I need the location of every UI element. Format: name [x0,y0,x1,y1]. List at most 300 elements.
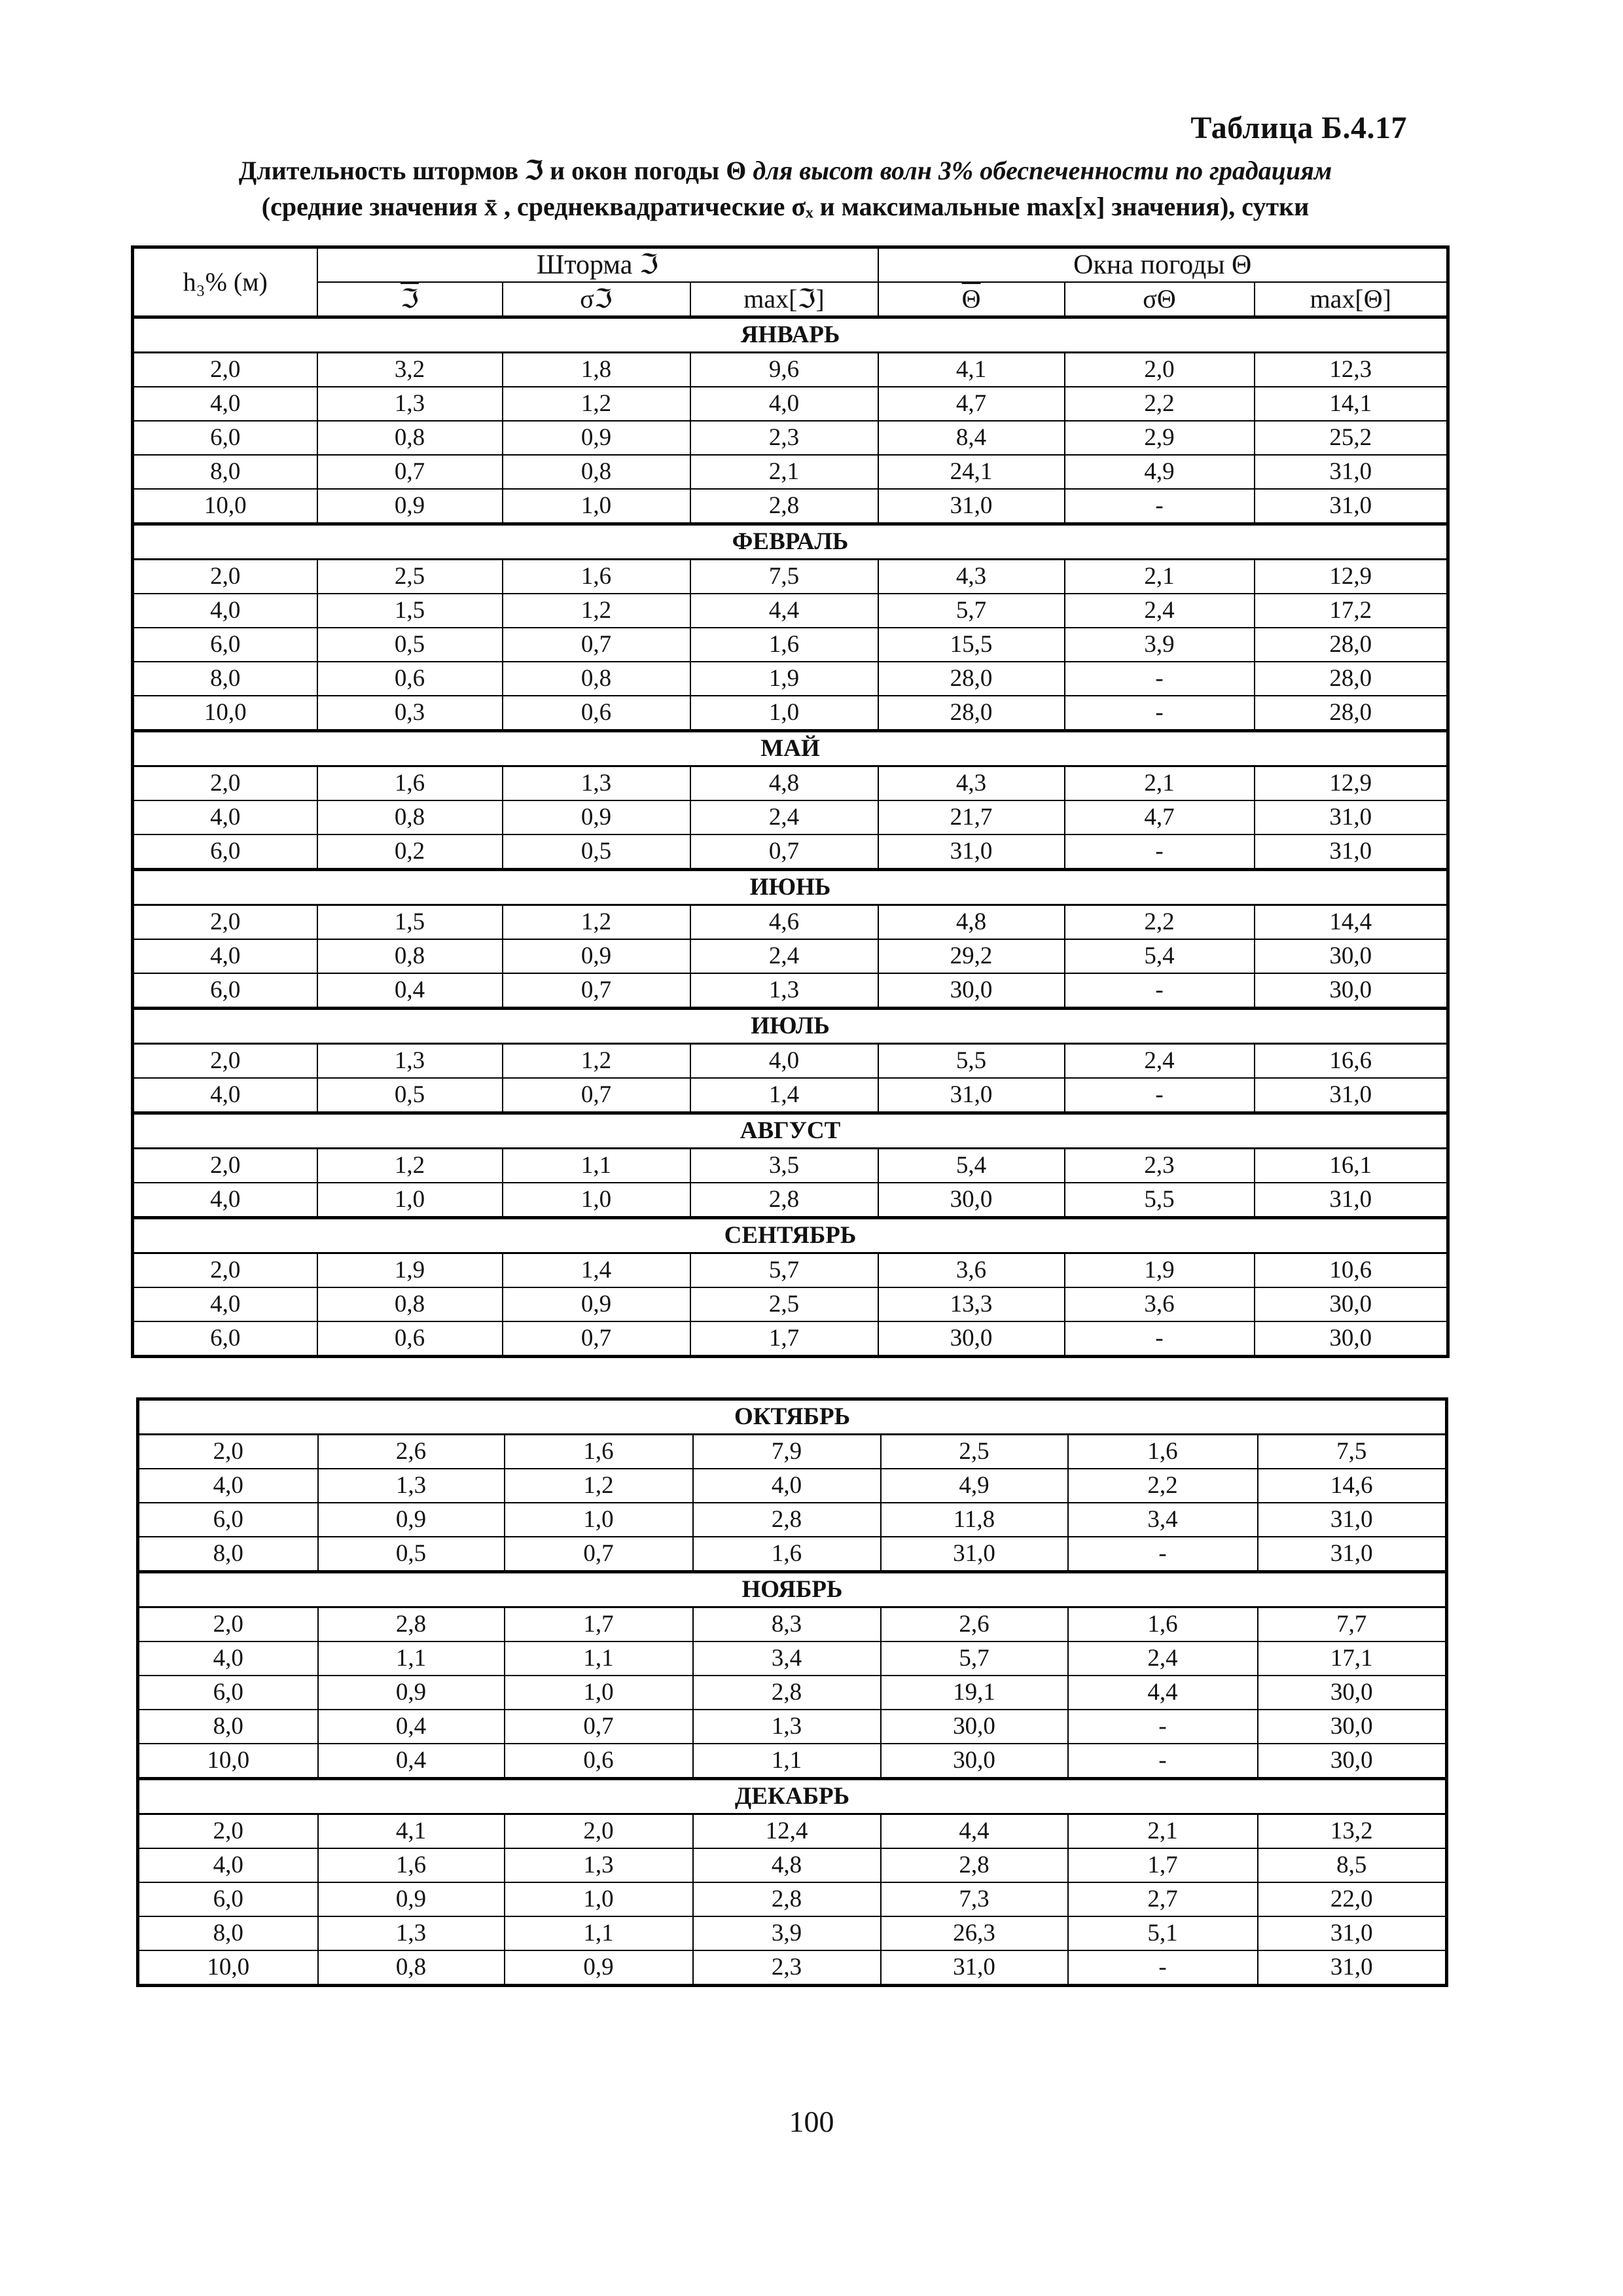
table-cell: 1,1 [505,1916,693,1950]
table-cell: 7,3 [881,1882,1068,1916]
table-cell: 5,5 [878,1044,1065,1079]
table-cell: 5,5 [1065,1183,1255,1218]
table-cell: 0,8 [317,1287,503,1321]
table-cell: 2,8 [881,1848,1068,1882]
table-cell: 1,6 [318,1848,505,1882]
table-cell: 1,9 [690,662,878,696]
table-cell: 0,9 [317,489,503,524]
table-cell: 4,0 [133,939,317,973]
table-cell: 30,0 [1255,1321,1448,1357]
table-cell: 4,0 [133,594,317,628]
month-label: НОЯБРЬ [138,1572,1447,1607]
table-cell: 17,1 [1258,1641,1447,1676]
table-cell: 30,0 [881,1710,1068,1744]
table-cell: 2,8 [690,489,878,524]
table-cell: 7,5 [690,560,878,594]
table-row [133,1321,1448,1357]
table-cell: 0,9 [318,1676,505,1710]
table-cell: 1,0 [505,1503,693,1537]
table-cell: 2,6 [881,1607,1068,1642]
table-row [133,939,1448,973]
table-cell: 2,8 [693,1503,881,1537]
table-cell: 1,1 [503,1149,690,1183]
table-cell: - [1065,1078,1255,1113]
table-row [133,1253,1448,1288]
table-row [133,1078,1448,1113]
table-cell: 31,0 [1258,1950,1447,1986]
table-row [138,1882,1447,1916]
month-label: СЕНТЯБРЬ [133,1218,1448,1253]
table-cell: 2,0 [133,353,317,387]
table-cell: 2,4 [690,800,878,834]
table-cell: 0,8 [317,800,503,834]
table-cell: 6,0 [133,973,317,1009]
table-cell: 4,0 [133,1078,317,1113]
table-row [133,1287,1448,1321]
table-cell: 2,3 [693,1950,881,1986]
table-row [133,421,1448,455]
table-cell: 3,9 [693,1916,881,1950]
table-cell: 12,9 [1255,766,1448,801]
table-title-line-1 [131,154,1440,188]
table-cell: 10,0 [138,1950,318,1986]
table-cell: 2,4 [1068,1641,1258,1676]
table-cell: 1,6 [1068,1435,1258,1469]
table-cell: 6,0 [138,1676,318,1710]
table-cell: 1,2 [503,594,690,628]
table-cell: 4,8 [690,766,878,801]
table-cell: 31,0 [878,1078,1065,1113]
table-cell: 1,6 [503,560,690,594]
table-cell: 30,0 [878,973,1065,1009]
table-cell: 5,7 [690,1253,878,1288]
table-cell: 1,3 [693,1710,881,1744]
table-row [133,489,1448,524]
table-cell: 6,0 [133,1321,317,1357]
month-row [133,1113,1448,1149]
table-cell: 5,4 [1065,939,1255,973]
table-cell: 0,9 [503,800,690,834]
table-cell: 30,0 [878,1183,1065,1218]
table-cell: 31,0 [1255,834,1448,870]
table-cell: 1,2 [503,905,690,940]
table-cell: 1,0 [505,1882,693,1916]
storms-table-part-1 [131,245,1450,1358]
header-storm-mean: ℑ [317,282,503,317]
header-window-max: max[Θ] [1255,282,1448,317]
table-cell: 7,9 [693,1435,881,1469]
table-cell: 30,0 [1258,1744,1447,1779]
table-cell: 4,0 [138,1469,318,1503]
table-cell: 2,8 [693,1882,881,1916]
table-cell: 13,3 [878,1287,1065,1321]
table-cell: 2,8 [318,1607,505,1642]
table-cell: 5,7 [878,594,1065,628]
table-cell: 4,4 [1068,1676,1258,1710]
table-cell: 10,0 [133,696,317,731]
table-row [133,1149,1448,1183]
table-cell: 4,0 [690,1044,878,1079]
table-cell: 4,0 [138,1848,318,1882]
header-windows-group: Окна погоды Θ [878,247,1448,283]
table-cell: 2,4 [690,939,878,973]
table-cell: 8,5 [1258,1848,1447,1882]
header-window-sigma: σΘ [1065,282,1255,317]
table-cell: 4,0 [133,1183,317,1218]
table-cell: 8,4 [878,421,1065,455]
table-cell: 14,6 [1258,1469,1447,1503]
table-cell: 28,0 [1255,662,1448,696]
table-cell: 0,9 [503,1287,690,1321]
table-cell: 6,0 [133,628,317,662]
month-label: ОКТЯБРЬ [138,1399,1447,1435]
page-number: 100 [789,2105,834,2138]
table-cell: - [1065,696,1255,731]
table-cell: 0,3 [317,696,503,731]
table-cell: 4,7 [878,387,1065,421]
table-cell: 1,4 [690,1078,878,1113]
title-part-b: для высот волн 3% обеспеченности по градациям [753,156,1332,185]
table-cell: 4,7 [1065,800,1255,834]
table-cell: 0,8 [503,455,690,489]
table-cell: - [1068,1537,1258,1572]
table-cell: 28,0 [878,662,1065,696]
table-cell: 1,6 [317,766,503,801]
header-storm-sigma: σℑ [503,282,690,317]
table-cell: 5,4 [878,1149,1065,1183]
table-cell: 1,0 [503,1183,690,1218]
table-cell: 1,2 [505,1469,693,1503]
table-cell: 1,1 [505,1641,693,1676]
table-cell: 10,0 [133,489,317,524]
table-cell: 0,7 [503,1321,690,1357]
table-row [138,1641,1447,1676]
table-cell: 5,1 [1068,1916,1258,1950]
table-cell: 30,0 [1255,1287,1448,1321]
table-cell: 0,7 [690,834,878,870]
header-storms-group: Шторма ℑ [317,247,878,283]
table-cell: 2,4 [1065,594,1255,628]
month-row [133,731,1448,766]
table-cell: 30,0 [878,1321,1065,1357]
table-cell: 2,0 [138,1814,318,1849]
table-cell: 4,0 [138,1641,318,1676]
table-cell: 2,8 [693,1676,881,1710]
table-cell: 2,3 [1065,1149,1255,1183]
table-cell: 31,0 [1255,1078,1448,1113]
table-cell: 0,9 [503,939,690,973]
table-cell: 4,3 [878,560,1065,594]
table-cell: 28,0 [1255,696,1448,731]
table-row [133,387,1448,421]
table-cell: 15,5 [878,628,1065,662]
table-cell: 1,7 [505,1607,693,1642]
table-cell: 2,0 [138,1607,318,1642]
table-cell: 1,6 [1068,1607,1258,1642]
table-cell: 2,0 [133,1044,317,1079]
month-label: ФЕВРАЛЬ [133,524,1448,560]
table-cell: 0,7 [503,1078,690,1113]
month-label: ИЮЛЬ [133,1009,1448,1044]
table-cell: 2,0 [133,1149,317,1183]
table-cell: - [1065,973,1255,1009]
table-cell: 12,4 [693,1814,881,1849]
table-row [138,1503,1447,1537]
table-cell: 31,0 [1255,489,1448,524]
table-cell: 2,0 [138,1435,318,1469]
table-cell: 16,6 [1255,1044,1448,1079]
table-row [133,628,1448,662]
table-cell: 1,2 [317,1149,503,1183]
table-cell: 2,4 [1065,1044,1255,1079]
month-row [133,1009,1448,1044]
table-cell: 0,7 [503,628,690,662]
table-cell: 8,0 [133,662,317,696]
table-cell: - [1068,1950,1258,1986]
table-row [133,1044,1448,1079]
table-cell: 2,5 [317,560,503,594]
table-cell: 2,1 [1068,1814,1258,1849]
storms-table-part-2 [136,1397,1448,1987]
table-cell: - [1068,1710,1258,1744]
table-cell: 4,4 [881,1814,1068,1849]
table-cell: 1,3 [318,1469,505,1503]
table-cell: 1,5 [317,594,503,628]
table-cell: 3,2 [317,353,503,387]
month-row [138,1572,1447,1607]
table-cell: 9,6 [690,353,878,387]
table-cell: 31,0 [1255,455,1448,489]
table-cell: 0,9 [318,1882,505,1916]
table-row [133,455,1448,489]
table-cell: 1,3 [317,387,503,421]
table-cell: 11,8 [881,1503,1068,1537]
table-cell: 31,0 [1255,1183,1448,1218]
table-cell: 8,0 [133,455,317,489]
table-cell: 4,3 [878,766,1065,801]
header-height [133,247,317,317]
table-cell: 8,3 [693,1607,881,1642]
table-row [133,800,1448,834]
month-row [133,524,1448,560]
table-cell: 1,3 [505,1848,693,1882]
month-row [138,1399,1447,1435]
table-cell: 1,0 [503,489,690,524]
table-cell: 1,8 [503,353,690,387]
table-cell: 7,5 [1258,1435,1447,1469]
table-row [133,662,1448,696]
table-cell: 0,6 [317,662,503,696]
table-cell: 2,5 [881,1435,1068,1469]
table-cell: 0,8 [503,662,690,696]
table-cell: 6,0 [133,834,317,870]
table-cell: 28,0 [878,696,1065,731]
table-row [138,1950,1447,1986]
month-row [133,317,1448,353]
table-cell: 0,4 [317,973,503,1009]
month-label: АВГУСТ [133,1113,1448,1149]
table-cell: 10,0 [138,1744,318,1779]
table-row [138,1469,1447,1503]
table-1-body [133,317,1448,1357]
table-cell: 2,3 [690,421,878,455]
table-cell: 0,7 [503,973,690,1009]
table-cell: 0,6 [317,1321,503,1357]
table-cell: 8,0 [138,1537,318,1572]
table-cell: 29,2 [878,939,1065,973]
table-cell: 2,9 [1065,421,1255,455]
table-cell: 14,4 [1255,905,1448,940]
table-cell: 30,0 [1258,1710,1447,1744]
table-row [138,1916,1447,1950]
table-cell: 2,6 [318,1435,505,1469]
table-cell: 0,8 [317,939,503,973]
table-cell: 26,3 [881,1916,1068,1950]
table-cell: 31,0 [881,1537,1068,1572]
table-cell: 1,1 [693,1744,881,1779]
title-part-a: Длительность штормов ℑ и окон погоды Θ [238,156,753,185]
table-cell: 1,0 [505,1676,693,1710]
table-cell: 2,7 [1068,1882,1258,1916]
table-cell: 3,5 [690,1149,878,1183]
table-cell: 2,2 [1068,1469,1258,1503]
table-cell: 21,7 [878,800,1065,834]
table-cell: 30,0 [1255,939,1448,973]
table-cell: 0,5 [317,1078,503,1113]
table-cell: 0,4 [318,1710,505,1744]
table-cell: 31,0 [878,834,1065,870]
table-cell: 0,6 [505,1744,693,1779]
table-cell: 8,0 [138,1710,318,1744]
table-cell: 0,4 [318,1744,505,1779]
table-cell: 4,1 [878,353,1065,387]
table-cell: 8,0 [138,1916,318,1950]
table-cell: - [1065,662,1255,696]
table-cell: - [1068,1744,1258,1779]
table-cell: 2,1 [1065,560,1255,594]
month-label: МАЙ [133,731,1448,766]
table-cell: 0,5 [503,834,690,870]
table-cell: 1,2 [503,1044,690,1079]
month-row [133,870,1448,905]
table-cell: 2,8 [690,1183,878,1218]
table-cell: 31,0 [1258,1503,1447,1537]
table-cell: - [1065,834,1255,870]
table-row [133,834,1448,870]
table-cell: 30,0 [1258,1676,1447,1710]
table-cell: 12,3 [1255,353,1448,387]
table-cell: 1,6 [505,1435,693,1469]
table-cell: 2,0 [505,1814,693,1849]
table-cell: 1,0 [690,696,878,731]
table-cell: 3,6 [878,1253,1065,1288]
table-cell: 31,0 [1258,1916,1447,1950]
table-cell: 1,7 [1068,1848,1258,1882]
table-cell: 4,4 [690,594,878,628]
header-storm-max: max[ℑ] [690,282,878,317]
table-cell: 4,0 [693,1469,881,1503]
table-cell: 0,7 [505,1537,693,1572]
table-row [138,1607,1447,1642]
table-cell: 0,7 [505,1710,693,1744]
table-cell: 4,9 [881,1469,1068,1503]
month-row [133,1218,1448,1253]
table-cell: 30,0 [881,1744,1068,1779]
table-cell: 2,0 [133,905,317,940]
table-cell: 24,1 [878,455,1065,489]
table-cell: 2,1 [690,455,878,489]
month-label: ЯНВАРЬ [133,317,1448,353]
table-cell: 31,0 [881,1950,1068,1986]
table-cell: 4,9 [1065,455,1255,489]
table-cell: 4,0 [690,387,878,421]
table-cell: 2,0 [133,1253,317,1288]
table-cell: 0,9 [318,1503,505,1537]
table-cell: 14,1 [1255,387,1448,421]
table-cell: 1,3 [690,973,878,1009]
table-cell: 2,0 [133,560,317,594]
table-cell: 22,0 [1258,1882,1447,1916]
table-cell: 1,9 [1065,1253,1255,1288]
table-cell: 31,0 [878,489,1065,524]
table-row [133,973,1448,1009]
table-cell: 1,0 [317,1183,503,1218]
month-label: ДЕКАБРЬ [138,1779,1447,1814]
table-cell: 0,6 [503,696,690,731]
table-cell: 7,7 [1258,1607,1447,1642]
table-cell: 0,9 [503,421,690,455]
table-row [138,1676,1447,1710]
table-cell: 3,9 [1065,628,1255,662]
header-height-label: h₃% (м) [183,267,268,296]
table-cell: 0,8 [318,1950,505,1986]
table-cell: 25,2 [1255,421,1448,455]
table-cell: 1,3 [318,1916,505,1950]
table-cell: 4,1 [318,1814,505,1849]
table-cell: 1,3 [503,766,690,801]
table-row [138,1814,1447,1849]
table-2-body [138,1399,1447,1986]
table-row [133,766,1448,801]
table-cell: 4,0 [133,800,317,834]
table-row [138,1848,1447,1882]
table-cell: 2,1 [1065,766,1255,801]
table-cell: 4,0 [133,387,317,421]
table-row [133,353,1448,387]
table-cell: 0,9 [505,1950,693,1986]
table-cell: 2,0 [133,766,317,801]
table-cell: 1,4 [503,1253,690,1288]
table-cell: 1,1 [318,1641,505,1676]
table-cell: 13,2 [1258,1814,1447,1849]
table-cell: 2,2 [1065,387,1255,421]
table-cell: 0,2 [317,834,503,870]
table-cell: 0,7 [317,455,503,489]
table-row [133,905,1448,940]
table-cell: 2,0 [1065,353,1255,387]
table-cell: 30,0 [1255,973,1448,1009]
table-cell: 0,5 [318,1537,505,1572]
table-cell: 0,5 [317,628,503,662]
table-cell: 28,0 [1255,628,1448,662]
table-cell: 0,8 [317,421,503,455]
table-cell: 6,0 [133,421,317,455]
table-cell: 1,5 [317,905,503,940]
month-label: ИЮНЬ [133,870,1448,905]
table-row [138,1710,1447,1744]
month-row [138,1779,1447,1814]
table-row [133,560,1448,594]
